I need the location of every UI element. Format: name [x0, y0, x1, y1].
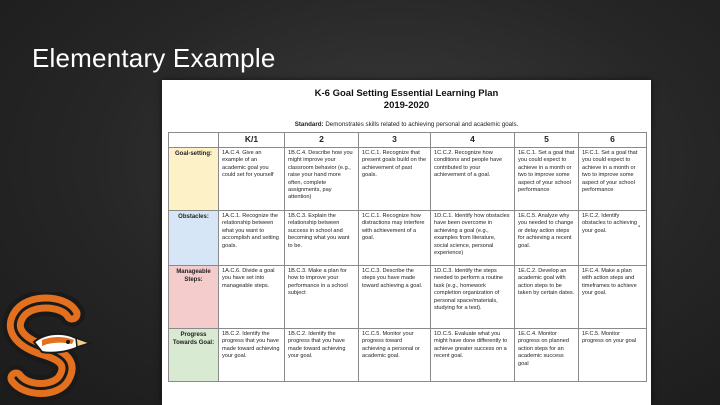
table-cell: 1F.C.5. Monitor progress on your goal [579, 329, 647, 382]
column-header-2: 2 [285, 133, 359, 148]
table-cell: 1E.C.2. Develop an academic goal with action steps to be taken by certain dates. [515, 266, 579, 329]
row-header-progress: Progress Towards Goal: [169, 329, 219, 382]
table-cell: 1C.C.1. Recognize how distractions may interfere with achievement of a goal. [359, 211, 431, 266]
table-row [169, 148, 647, 211]
slide-title: Elementary Example [32, 43, 276, 73]
learning-plan-table [168, 132, 647, 382]
standard-label: Standard: [294, 121, 324, 128]
table-cell: 1A.C.1. Recognize the relationship between what you want to accomplish and setting goals. [219, 211, 285, 266]
table-cell: 1B.C.3. Explain the relationship between success in school and becoming what you want to be. [285, 211, 359, 266]
document-image [162, 80, 651, 405]
column-header-4: 4 [431, 133, 515, 148]
table-row [169, 211, 647, 266]
table-cell: 1F.C.2. Identify obstacles to achieving your goal. [579, 211, 647, 266]
table-cell: 1C.C.2. Recognize how conditions and people have contributed to your achievement of a goal. [431, 148, 515, 211]
column-header-blank [169, 133, 219, 148]
table-cell: 1A.C.6. Divide a goal you have set into manageable steps. [219, 266, 285, 329]
table-cell: 1C.C.5. Monitor your progress toward achieving a personal or academic goal. [359, 329, 431, 382]
table-cell: 1F.C.4. Make a plan with action steps and timeframes to achieve your goal. [579, 266, 647, 329]
standard-text: Demonstrates skills related to achieving personal and academic goals. [325, 121, 519, 128]
table-cell: 1B.C.2. Identify the progress that you have made toward achieving your goal. [285, 329, 359, 382]
document-title: K-6 Goal Setting Essential Learning Plan [314, 88, 499, 99]
table-cell: 1E.C.1. Set a goal that you could expect to achieve in a month or two to improve some aspect of your school performance [515, 148, 579, 211]
column-header-6: 6 [579, 133, 647, 148]
row-header-obstacles: Obstacles: [169, 211, 219, 266]
table-cell: 1B.C.2. Identify the progress that you have made toward achieving your goal. [219, 329, 285, 382]
table-row [169, 329, 647, 382]
row-header-manageable-steps: Manageable Steps: [169, 266, 219, 329]
column-header-3: 3 [359, 133, 431, 148]
table-cell: 1A.C.4. Give an example of an academic goal you could set for yourself [219, 148, 285, 211]
table-cell: 1D.C.1. Identify how obstacles have been overcome in achieving a goal (e.g., examples from literature, social science, personal experience) [431, 211, 515, 266]
table-row [169, 266, 647, 329]
table-cell: 1B.C.3. Make a plan for how to improve your performance in a school subject [285, 266, 359, 329]
header-row [169, 133, 647, 148]
document-year: 2019-2020 [383, 100, 430, 111]
table-cell: 1E.C.5. Analyze why you needed to change or delay action steps for achieving a recent goal. [515, 211, 579, 266]
table-cell: 1D.C.3. Identify the steps needed to perform a routine task (e.g., homework completion organization of personal space/materials, studying for a test). [431, 266, 515, 329]
table-cell: 1F.C.1. Set a goal that you could expect to achieve in a month or two to improve some aspect of your school performance [579, 148, 647, 211]
column-header-k1: K/1 [219, 133, 285, 148]
school-logo-icon [2, 292, 94, 405]
table-cell: 1D.C.5. Evaluate what you might have done differently to achieve greater success on a recent goal. [431, 329, 515, 382]
edit-mark-icon: ▪ [638, 224, 641, 230]
standard-line [162, 121, 651, 128]
table-cell: 1C.C.1. Recognize that present goals build on the achievement of past goals. [359, 148, 431, 211]
table-cell: 1B.C.4. Describe how you might improve your classroom behavior (e.g., raise your hand more often, complete assignments, pay attention) [285, 148, 359, 211]
table-cell: 1E.C.4. Monitor progress on planned action steps for an academic success goal [515, 329, 579, 382]
row-header-goal-setting: Goal-setting: [169, 148, 219, 211]
column-header-5: 5 [515, 133, 579, 148]
table-cell: 1C.C.3. Describe the steps you have made toward achieving a goal. [359, 266, 431, 329]
